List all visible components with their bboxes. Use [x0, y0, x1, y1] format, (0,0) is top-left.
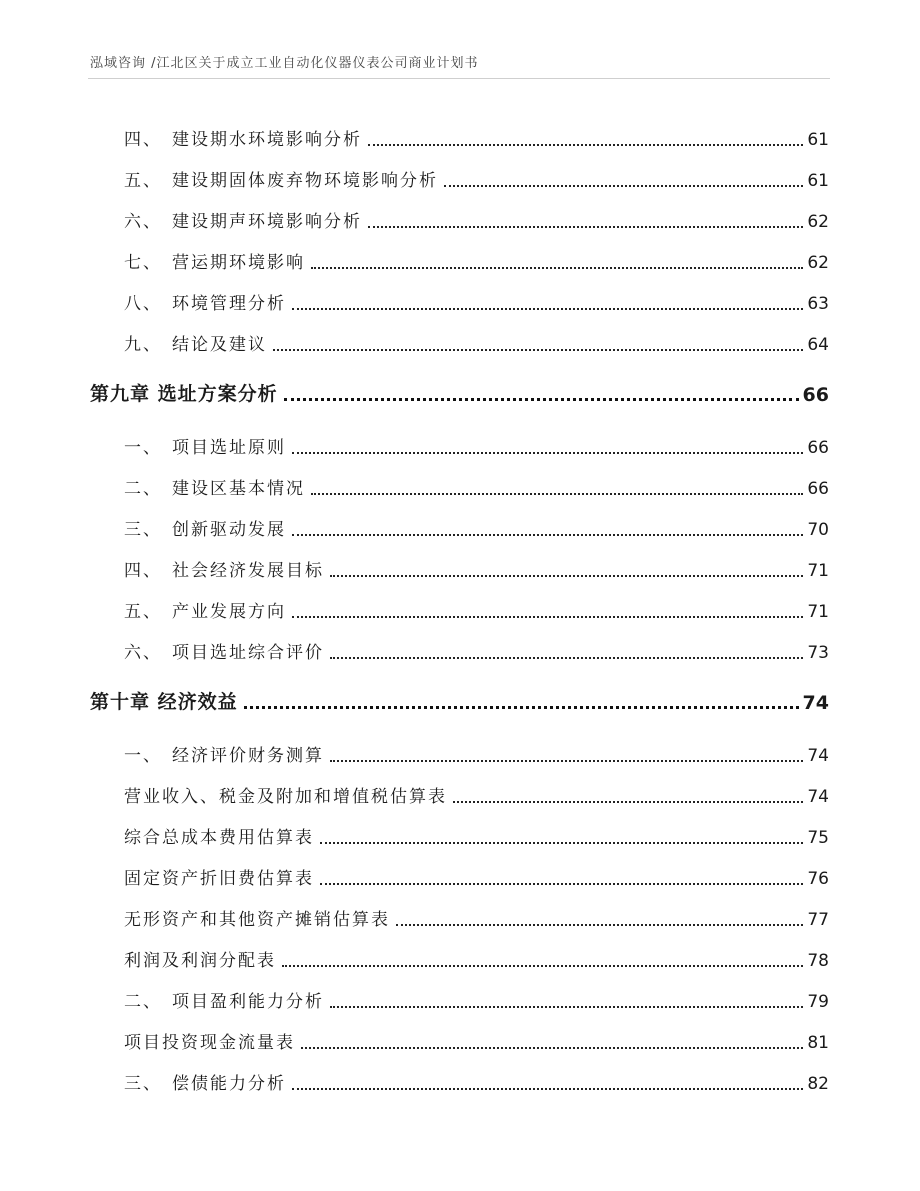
- toc-leader-dots: [282, 955, 803, 967]
- toc-entry-title: 创新驱动发展: [172, 520, 286, 540]
- toc-entry-page: 79: [807, 992, 829, 1012]
- toc-entry-number: 六、: [124, 212, 162, 232]
- toc-leader-dots: [284, 388, 799, 401]
- toc-entry[interactable]: [0, 592, 920, 622]
- toc-entry-number: 五、: [124, 602, 162, 622]
- toc-entry-page: 66: [807, 479, 829, 499]
- toc-leader-dots: [396, 914, 803, 926]
- toc-table-entry[interactable]: [0, 941, 920, 971]
- toc-entry-number: 二、: [124, 992, 162, 1012]
- toc-leader-dots: [311, 483, 803, 495]
- toc-chapter-page: 66: [802, 384, 829, 406]
- toc-entry-page: 71: [807, 602, 829, 622]
- toc-entry[interactable]: [0, 469, 920, 499]
- toc-entry-page: 73: [807, 643, 829, 663]
- toc-entry-title: 项目投资现金流量表: [124, 1033, 295, 1053]
- toc-entry[interactable]: [0, 510, 920, 540]
- toc-entry[interactable]: [0, 243, 920, 273]
- toc-leader-dots: [292, 1078, 803, 1090]
- toc-entry-number: 三、: [124, 520, 162, 540]
- toc-chapter-title: 第九章 选址方案分析: [90, 383, 278, 405]
- toc-entry[interactable]: [0, 284, 920, 314]
- toc-leader-dots: [320, 873, 803, 885]
- toc-leader-dots: [292, 606, 803, 618]
- toc-entry[interactable]: [0, 428, 920, 458]
- toc-table-entry[interactable]: [0, 1023, 920, 1053]
- toc-entry[interactable]: [0, 120, 920, 150]
- toc-chapter[interactable]: [0, 684, 920, 714]
- toc-entry-title: 综合总成本费用估算表: [124, 828, 314, 848]
- toc-entry-number: 四、: [124, 561, 162, 581]
- toc-entry-number: 一、: [124, 746, 162, 766]
- toc-entry-page: 76: [807, 869, 829, 889]
- toc-entry[interactable]: [0, 551, 920, 581]
- toc-entry-number: 四、: [124, 130, 162, 150]
- toc-entry-page: 64: [807, 335, 829, 355]
- toc-chapter-page: 74: [802, 692, 829, 714]
- toc-entry-page: 61: [807, 171, 829, 191]
- toc-leader-dots: [330, 647, 803, 659]
- toc-entry-title: 项目盈利能力分析: [172, 992, 324, 1012]
- toc-entry[interactable]: [0, 736, 920, 766]
- toc-entry[interactable]: [0, 202, 920, 232]
- toc-entry[interactable]: [0, 325, 920, 355]
- toc-leader-dots: [368, 134, 803, 146]
- toc-entry-title: 建设期固体废弃物环境影响分析: [172, 171, 438, 191]
- toc-entry-number: 一、: [124, 438, 162, 458]
- toc-leader-dots: [453, 791, 803, 803]
- toc-entry-title: 建设区基本情况: [172, 479, 305, 499]
- toc-entry-page: 70: [807, 520, 829, 540]
- toc-entry-title: 建设期水环境影响分析: [172, 130, 362, 150]
- toc-leader-dots: [330, 750, 803, 762]
- toc-entry-page: 78: [807, 951, 829, 971]
- toc-entry-title: 经济评价财务测算: [172, 746, 324, 766]
- toc-entry-page: 81: [807, 1033, 829, 1053]
- toc-table-entry[interactable]: [0, 818, 920, 848]
- toc-entry[interactable]: [0, 161, 920, 191]
- toc-entry-title: 无形资产和其他资产摊销估算表: [124, 910, 390, 930]
- header-divider: [88, 78, 830, 79]
- toc-leader-dots: [273, 339, 803, 351]
- toc-entry[interactable]: [0, 633, 920, 663]
- toc-leader-dots: [320, 832, 803, 844]
- toc-leader-dots: [301, 1037, 803, 1049]
- toc-entry-page: 82: [807, 1074, 829, 1094]
- toc-chapter-title: 第十章 经济效益: [90, 691, 238, 713]
- toc-entry-title: 固定资产折旧费估算表: [124, 869, 314, 889]
- toc-entry-title: 偿债能力分析: [172, 1074, 286, 1094]
- toc-entry-title: 建设期声环境影响分析: [172, 212, 362, 232]
- toc-entry-page: 62: [807, 253, 829, 273]
- running-header: 泓域咨询 /江北区关于成立工业自动化仪器仪表公司商业计划书: [90, 56, 479, 71]
- toc-leader-dots: [330, 565, 803, 577]
- toc-entry-title: 结论及建议: [172, 335, 267, 355]
- toc-table-entry[interactable]: [0, 900, 920, 930]
- toc-chapter[interactable]: [0, 376, 920, 406]
- toc-entry-title: 项目选址原则: [172, 438, 286, 458]
- toc-entry-number: 七、: [124, 253, 162, 273]
- toc-entry-page: 75: [807, 828, 829, 848]
- toc-entry-title: 营运期环境影响: [172, 253, 305, 273]
- toc-entry-page: 62: [807, 212, 829, 232]
- toc-entry-number: 八、: [124, 294, 162, 314]
- toc-leader-dots: [330, 996, 803, 1008]
- toc-entry-title: 利润及利润分配表: [124, 951, 276, 971]
- toc-leader-dots: [444, 175, 803, 187]
- toc-entry-page: 77: [807, 910, 829, 930]
- toc-leader-dots: [311, 257, 803, 269]
- toc-entry-title: 环境管理分析: [172, 294, 286, 314]
- toc-table-entry[interactable]: [0, 777, 920, 807]
- toc-entry-title: 营业收入、税金及附加和增值税估算表: [124, 787, 447, 807]
- toc-entry-page: 74: [807, 746, 829, 766]
- toc-table-entry[interactable]: [0, 859, 920, 889]
- toc-leader-dots: [244, 696, 799, 709]
- toc-entry-title: 产业发展方向: [172, 602, 286, 622]
- toc-entry-number: 三、: [124, 1074, 162, 1094]
- toc-entry-page: 66: [807, 438, 829, 458]
- toc-leader-dots: [292, 298, 803, 310]
- toc-entry[interactable]: [0, 1064, 920, 1094]
- toc-entry-title: 项目选址综合评价: [172, 643, 324, 663]
- toc-entry-number: 九、: [124, 335, 162, 355]
- toc-leader-dots: [368, 216, 803, 228]
- toc-leader-dots: [292, 442, 803, 454]
- toc-entry-page: 61: [807, 130, 829, 150]
- toc-entry-title: 社会经济发展目标: [172, 561, 324, 581]
- toc-entry-page: 74: [807, 787, 829, 807]
- toc-entry-number: 六、: [124, 643, 162, 663]
- toc-entry-number: 五、: [124, 171, 162, 191]
- toc-entry-number: 二、: [124, 479, 162, 499]
- toc-entry[interactable]: [0, 982, 920, 1012]
- toc-entry-page: 63: [807, 294, 829, 314]
- toc-leader-dots: [292, 524, 803, 536]
- toc-entry-page: 71: [807, 561, 829, 581]
